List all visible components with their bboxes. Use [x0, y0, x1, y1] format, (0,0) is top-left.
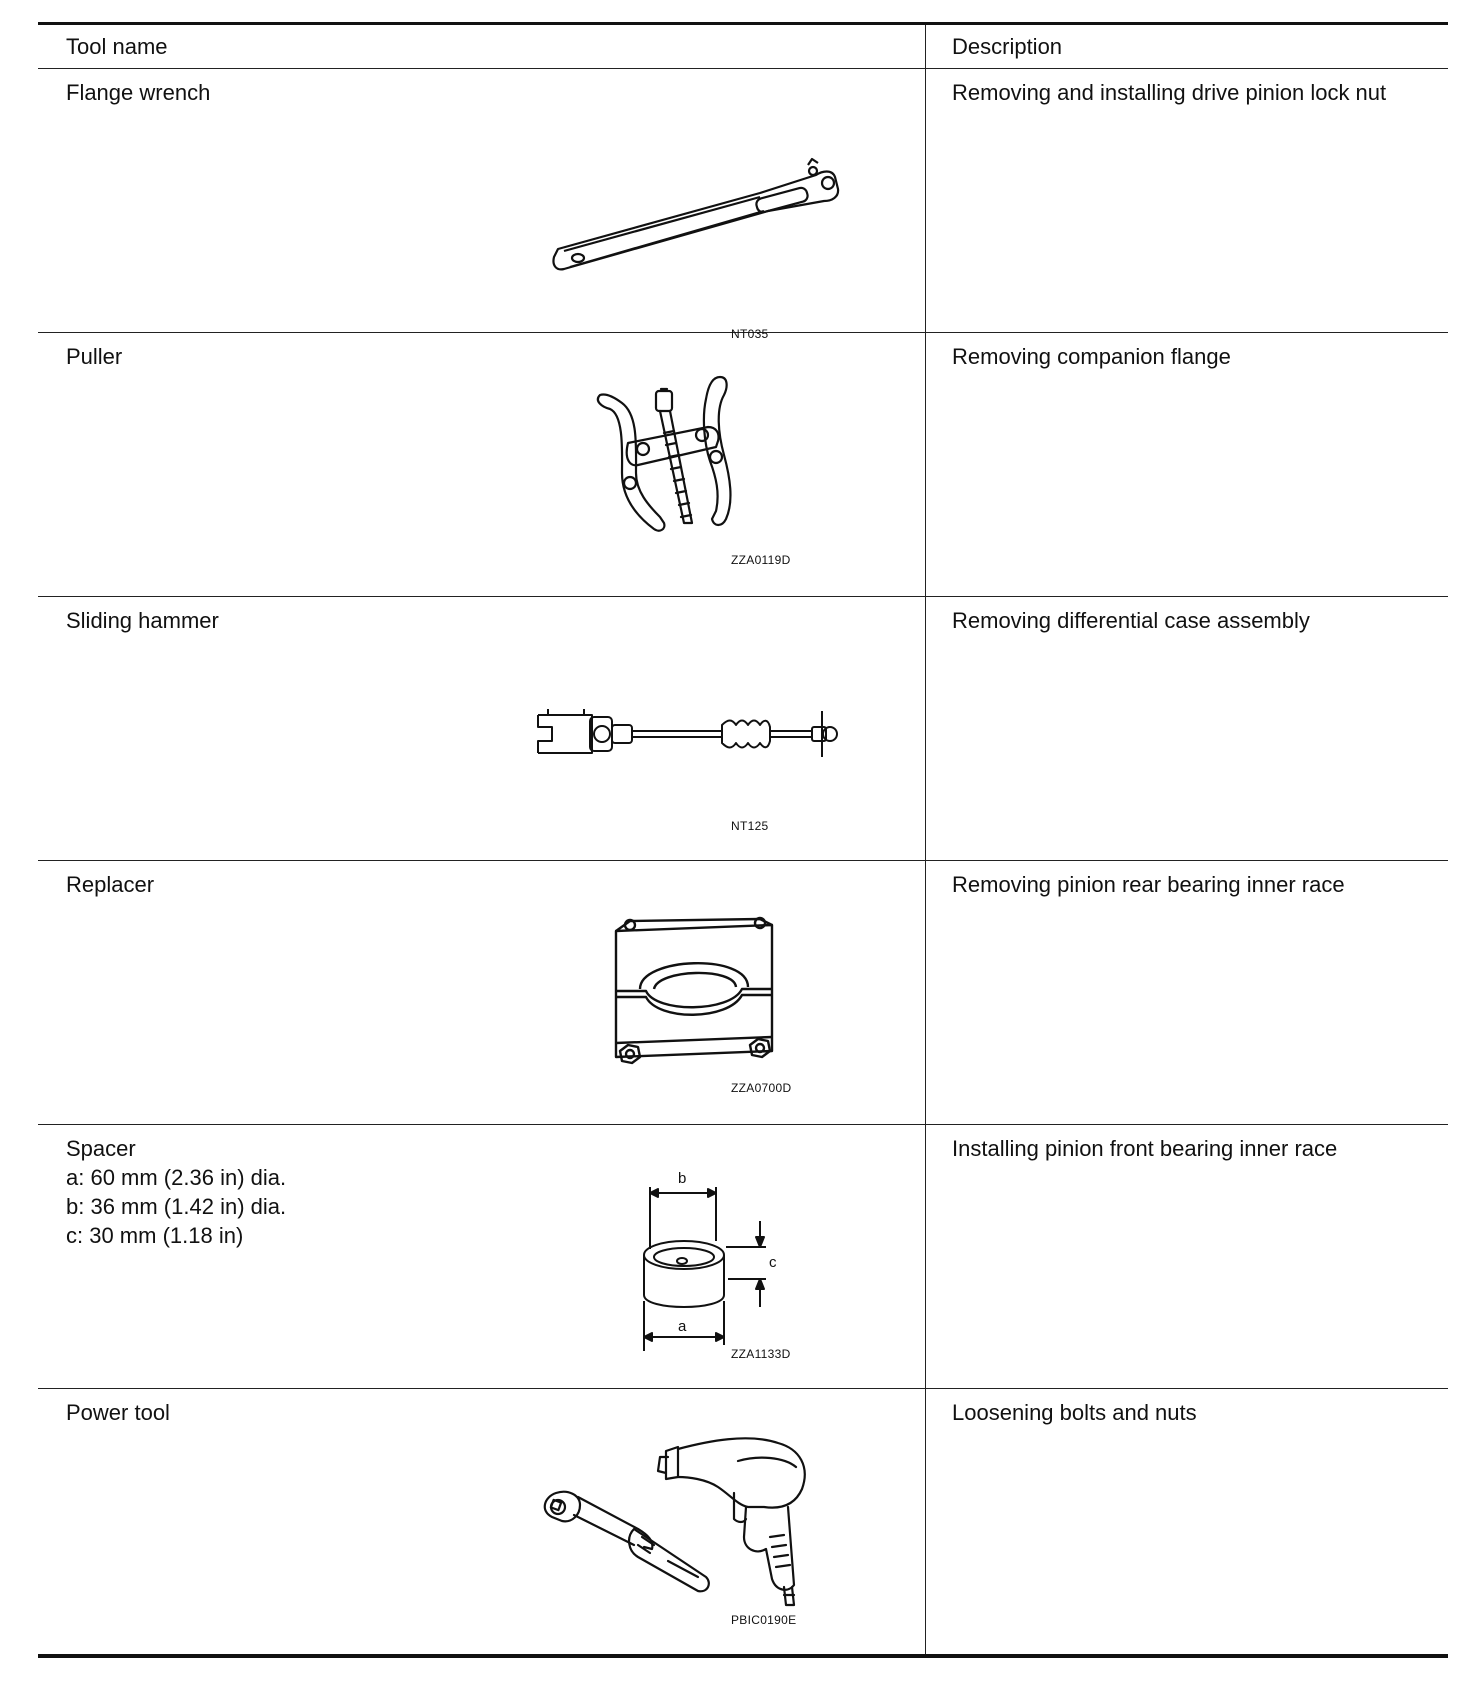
tool-name: Flange wrench [66, 80, 211, 105]
dimension-label-b: b [678, 1170, 687, 1187]
figure-code: ZZA0700D [731, 1081, 792, 1095]
table-row [38, 1125, 1448, 1389]
table-bottom-rule [38, 1654, 1448, 1658]
tool-name: Replacer [66, 872, 155, 897]
tool-name: Power tool [66, 1400, 170, 1425]
figure-code: NT035 [731, 327, 769, 341]
figure-code: PBIC0190E [731, 1613, 797, 1627]
tool-name: Spacer [66, 1136, 136, 1161]
tool-name: Puller [66, 344, 123, 369]
header-description: Description [952, 34, 1063, 59]
spec-c: c: 30 mm (1.18 in) [66, 1223, 244, 1248]
special-tools-table [38, 22, 1448, 1658]
table-row [38, 1389, 1448, 1654]
tool-description: Installing pinion front bearing inner race [952, 1136, 1338, 1161]
table-row [38, 861, 1448, 1125]
table-row [38, 597, 1448, 861]
spec-b: b: 36 mm (1.42 in) dia. [66, 1194, 287, 1219]
tool-description: Removing companion flange [952, 344, 1231, 369]
puller-icon [588, 373, 768, 543]
tool-description: Removing and installing drive pinion lock nut [952, 80, 1387, 105]
table-row [38, 69, 1448, 341]
table-row [38, 333, 1448, 597]
tool-description: Loosening bolts and nuts [952, 1400, 1197, 1425]
figure-code: ZZA1133D [731, 1347, 791, 1361]
power-tool-icon [538, 1437, 868, 1617]
tool-description: Removing differential case assembly [952, 608, 1310, 633]
flange-wrench-icon [550, 137, 850, 277]
tool-name: Sliding hammer [66, 608, 219, 633]
sliding-hammer-icon [532, 705, 852, 775]
spec-a: a: 60 mm (2.36 in) dia. [66, 1165, 287, 1190]
replacer-icon [610, 917, 790, 1077]
dimension-label-c: c [769, 1254, 777, 1271]
table-header [38, 25, 1448, 69]
spacer-icon [638, 1161, 808, 1361]
figure-code: ZZA0119D [731, 553, 791, 567]
tool-description: Removing pinion rear bearing inner race [952, 872, 1345, 897]
figure-code: NT125 [731, 819, 769, 833]
dimension-label-a: a [678, 1318, 687, 1335]
header-tool-name: Tool name [66, 34, 168, 59]
